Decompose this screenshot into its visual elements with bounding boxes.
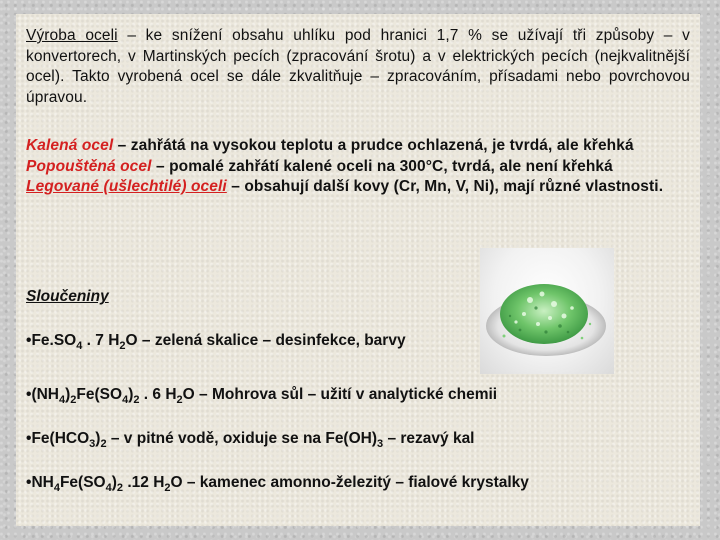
steel-type-term: Legované (ušlechtilé) oceli [26,178,227,195]
steel-production-paragraph [26,26,690,108]
steel-production-term: Výroba oceli [26,27,118,44]
compound-description: – Mohrova sůl – užití v analytické chemii [194,386,498,403]
steel-production-text: – ke snížení obsahu uhlíku pod hranici 1,7 % se užívají tři způsoby – v konvertorech, v Martinských pecích (zpracování šrotu) a v elektrických pecích (nejkvalitnější ocel). Takto vyrobená ocel se dále zkvalitňuje – zpracováním, přísadami nebo povrchovou úpravou. [26,27,690,106]
bullet: • [26,430,32,447]
slide-panel [16,14,700,526]
formula: $(NH_4)_2Fe(SO_4)_2$ . 6 $H_2O$ [31,386,195,406]
bullet: • [26,474,32,491]
steel-type-hardened [26,136,690,157]
compound-line-mohr-salt [26,386,497,404]
compound-line-green-vitriol [26,332,406,350]
steel-type-term: Popouštěná ocel [26,157,152,175]
steel-type-term: Kalená ocel [26,137,114,154]
steel-type-text: – zahřátá na vysokou teplotu a prudce ochlazená, je tvrdá, ale křehká [113,137,634,154]
formula: $Fe(HCO_3)_2$ – v pitné vodě, oxiduje se na $Fe(OH)_3$ [31,430,384,450]
steel-type-text: – obsahují další kovy (Cr, Mn, V, Ni), mají různé vlastnosti. [226,178,664,195]
formula: $NH_4Fe(SO_4)_2$ .12 $H_2O$ [31,474,183,494]
green-vitriol-photo [480,248,614,374]
steel-type-tempered [26,157,690,178]
compound-description: – rezavý kal [383,430,475,447]
steel-type-text: – pomalé zahřátí kalené oceli na 300°C, tvrdá, ale není křehká [151,157,613,175]
crystals-illustration [480,248,614,374]
compound-description: – kamenec amonno-železitý – fialové krystalky [182,474,529,491]
steel-type-alloyed [26,177,690,198]
formula: $Fe.SO_4$ . 7 $H_2O$ [31,332,138,352]
bullet: • [26,332,32,349]
bullet: • [26,386,32,403]
compounds-heading: Sloučeniny [26,288,109,305]
steel-types-paragraph [26,136,690,198]
compound-description: – zelená skalice – desinfekce, barvy [137,332,406,349]
compound-line-iron-alum [26,474,529,492]
compound-line-iron-bicarbonate [26,430,475,448]
